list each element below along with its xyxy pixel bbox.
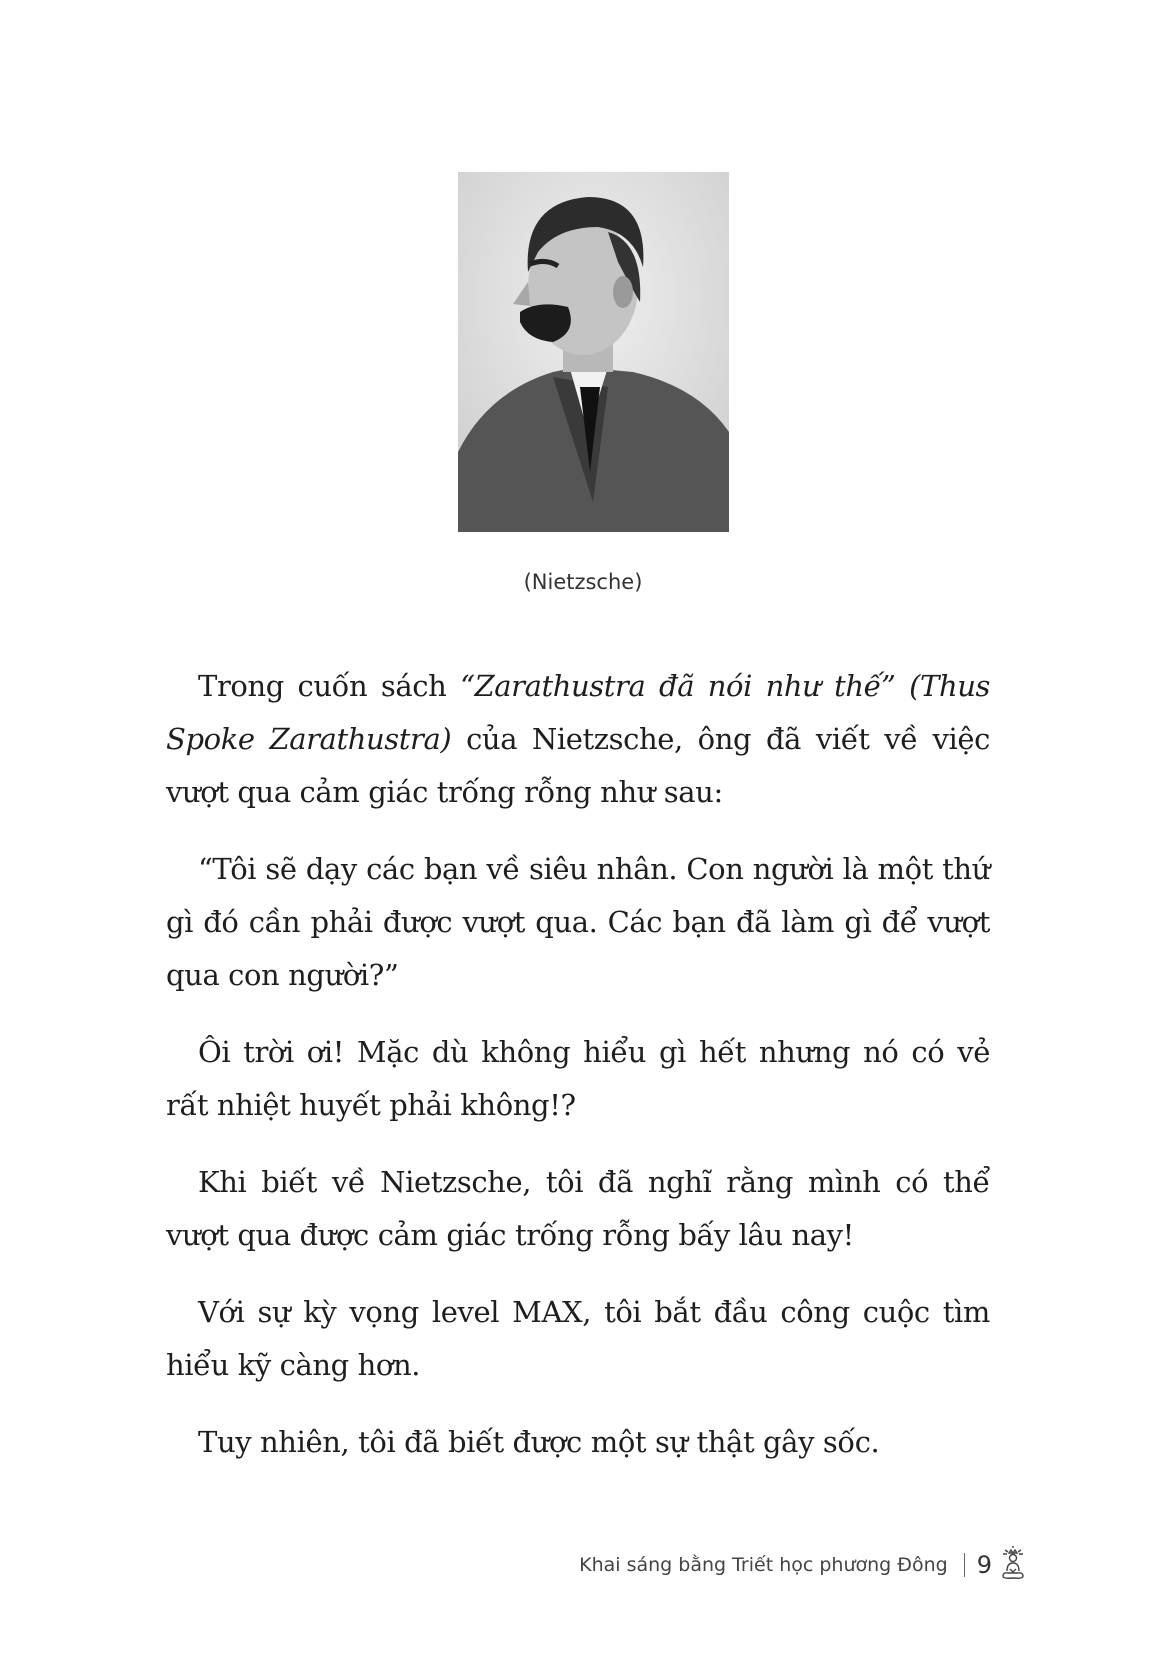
running-book-title: Khai sáng bằng Triết học phương Đông xyxy=(579,1554,948,1576)
book-title-italic: “Zarathustra đã nói như thế” (Thus Spoke Zarathustra) xyxy=(166,669,991,756)
paragraph: Với sự kỳ vọng level MAX, tôi bắt đầu công cuộc tìm hiểu kỹ càng hơn. xyxy=(166,1295,990,1382)
page-footer xyxy=(579,1545,1026,1585)
paragraph: Tuy nhiên, tôi đã biết được một sự thật gây sốc. xyxy=(198,1425,880,1459)
quote-paragraph: “Tôi sẽ dạy các bạn về siêu nhân. Con người là một thứ gì đó cần phải được vượt qua. Các bạn đã làm gì để vượt qua con người?” xyxy=(166,852,990,992)
body-text xyxy=(166,660,990,1493)
meditating-figure-icon xyxy=(1000,1545,1026,1585)
text-run: Trong cuốn sách xyxy=(198,669,461,703)
footer-divider xyxy=(964,1553,965,1577)
nietzsche-portrait-photo xyxy=(458,172,729,532)
text-run: của Nietzsche, ông đã viết về việc vượt qua cảm giác trống rỗng như sau: xyxy=(166,722,990,809)
paragraph: Ôi trời ơi! Mặc dù không hiểu gì hết nhưng nó có vẻ rất nhiệt huyết phải không!? xyxy=(166,1035,990,1122)
paragraph: Khi biết về Nietzsche, tôi đã nghĩ rằng mình có thể vượt qua được cảm giác trống rỗng bấy lâu nay! xyxy=(166,1165,990,1252)
portrait-image xyxy=(458,172,729,532)
figure-caption: (Nietzsche) xyxy=(523,570,643,594)
paragraph xyxy=(166,660,990,819)
page-number: 9 xyxy=(976,1551,992,1579)
